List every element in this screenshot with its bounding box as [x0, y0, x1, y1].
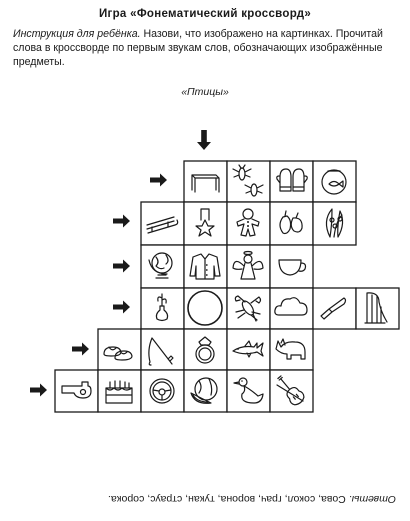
row-arrow-icon: [113, 260, 130, 273]
crossword-cell: [270, 245, 313, 288]
crossword-cell: [141, 245, 184, 288]
row-arrow-icon: [150, 174, 167, 187]
row-arrow-icon: [30, 384, 47, 397]
crossword-cell: [313, 288, 356, 329]
crossword-cell: [184, 161, 227, 202]
crossword-cell: [227, 161, 270, 202]
crossword-cell: [227, 329, 270, 370]
crossword-cell: [270, 370, 313, 412]
row-arrow-icon: [113, 215, 130, 228]
crossword-cell: [184, 329, 227, 370]
crossword-cell: [141, 370, 184, 412]
puzzle-subtitle: «Птицы»: [181, 86, 229, 98]
row-arrow-icon: [113, 301, 130, 314]
crossword-cell: [227, 288, 270, 329]
answers-text: Сова, сокол, грач, ворона, тукан, страус, сорока.: [107, 493, 349, 505]
crossword-cell: [141, 329, 184, 370]
down-arrow-icon: [197, 130, 211, 150]
page-title: Игра «Фонематический кроссворд»: [98, 8, 312, 20]
crossword-cell: [184, 370, 227, 412]
answers-upside-down: [14, 493, 396, 505]
row-arrow-icon: [72, 343, 89, 356]
instruction-text: Назови, что изображено на картинках. Прочитай слова в кроссворде по первым звукам слов, обозначающих изображённые предметы.: [13, 28, 383, 68]
instruction-lead: Инструкция для ребёнка.: [13, 28, 141, 40]
answers-lead: Ответы.: [348, 493, 396, 505]
crossword-cell: [227, 370, 270, 412]
crossword-cell: [184, 288, 227, 329]
crossword-cell: [98, 370, 141, 412]
